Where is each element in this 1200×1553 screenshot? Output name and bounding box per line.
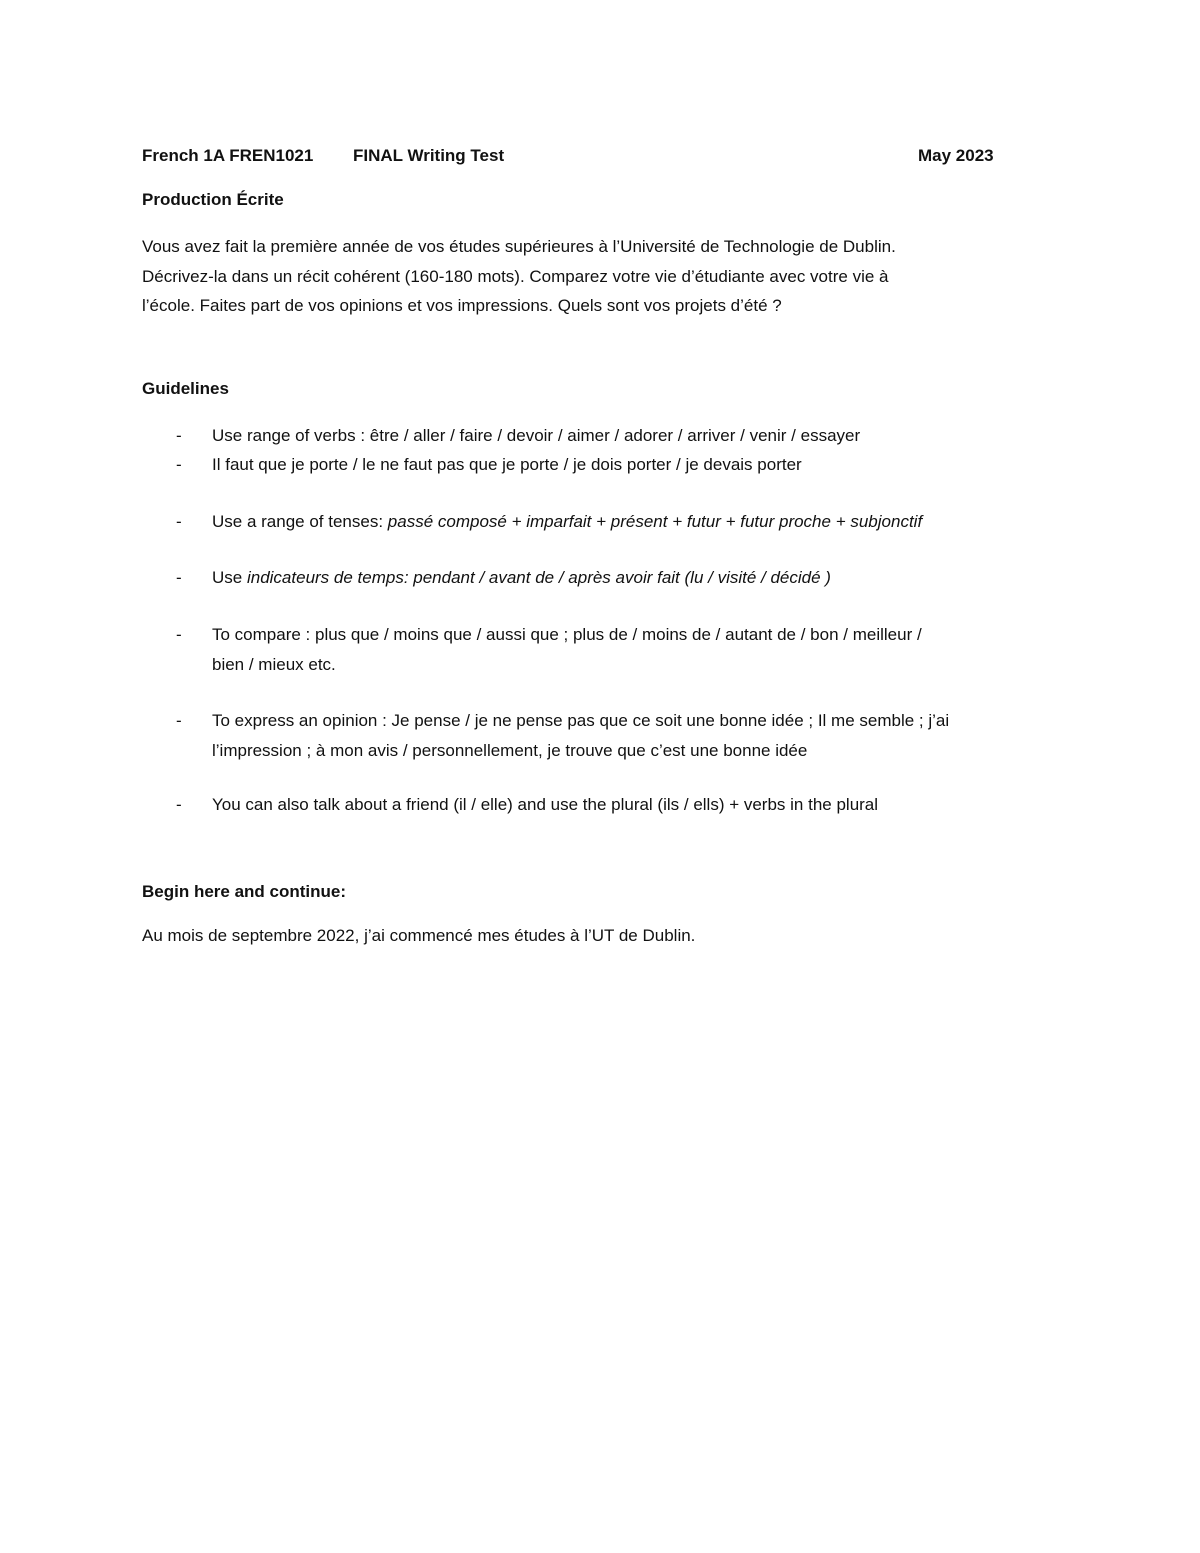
guideline-italic: passé composé + imparfait + présent + futur + futur proche + subjonctif bbox=[387, 512, 923, 531]
guideline-text bbox=[212, 507, 1072, 537]
guideline-text: To compare : plus que / moins que / aussi que ; plus de / moins de / autant de / bon / meilleur / bbox=[212, 625, 922, 644]
dash-bullet-icon: - bbox=[176, 568, 182, 587]
guideline-text: l’impression ; à mon avis / personnellement, je trouve que c’est une bonne idée bbox=[212, 740, 808, 760]
guideline-text bbox=[212, 563, 1072, 593]
guideline-italic: indicateurs de temps: pendant / avant de / après avoir fait (lu / visité / décidé ) bbox=[246, 568, 831, 587]
guideline-text: You can also talk about a friend (il / elle) and use the plural (ils / ells) + verbs in the plural bbox=[212, 795, 879, 814]
dash-bullet-icon: - bbox=[176, 426, 182, 445]
prompt-line: Décrivez-la dans un récit cohérent (160-180 mots). Comparez votre vie d’étudiante avec votre vie à bbox=[142, 266, 889, 286]
guideline-text: bien / mieux etc. bbox=[212, 654, 336, 674]
dash-bullet-icon: - bbox=[176, 795, 182, 814]
begin-heading: Begin here and continue: bbox=[142, 882, 347, 901]
guidelines-heading: Guidelines bbox=[142, 379, 229, 398]
test-title: FINAL Writing Test bbox=[353, 146, 505, 165]
section-title: Production Écrite bbox=[142, 190, 284, 209]
guideline-text: Il faut que je porte / le ne faut pas que je porte / je dois porter / je devais porter bbox=[212, 455, 802, 474]
test-date: May 2023 bbox=[918, 146, 994, 165]
dash-bullet-icon: - bbox=[176, 711, 182, 730]
starter-sentence: Au mois de septembre 2022, j’ai commencé mes études à l’UT de Dublin. bbox=[142, 926, 696, 945]
prompt-line: l’école. Faites part de vos opinions et vos impressions. Quels sont vos projets d’été ? bbox=[142, 296, 782, 315]
guideline-prefix: Use a range of tenses: bbox=[212, 512, 388, 531]
guideline-text: Use range of verbs : être / aller / faire / devoir / aimer / adorer / arriver / venir / essayer bbox=[212, 426, 861, 445]
writing-prompt bbox=[142, 232, 1042, 321]
dash-bullet-icon: - bbox=[176, 512, 182, 531]
dash-bullet-icon: - bbox=[176, 625, 182, 644]
course-code: French 1A FREN1021 bbox=[142, 146, 314, 165]
prompt-line: Vous avez fait la première année de vos études supérieures à l’Université de Technologie de Dublin. bbox=[142, 237, 896, 256]
guideline-prefix: Use bbox=[212, 568, 247, 587]
guideline-text: To express an opinion : Je pense / je ne pense pas que ce soit une bonne idée ; Il me semble ; j’ai bbox=[212, 711, 950, 730]
dash-bullet-icon: - bbox=[176, 455, 182, 474]
